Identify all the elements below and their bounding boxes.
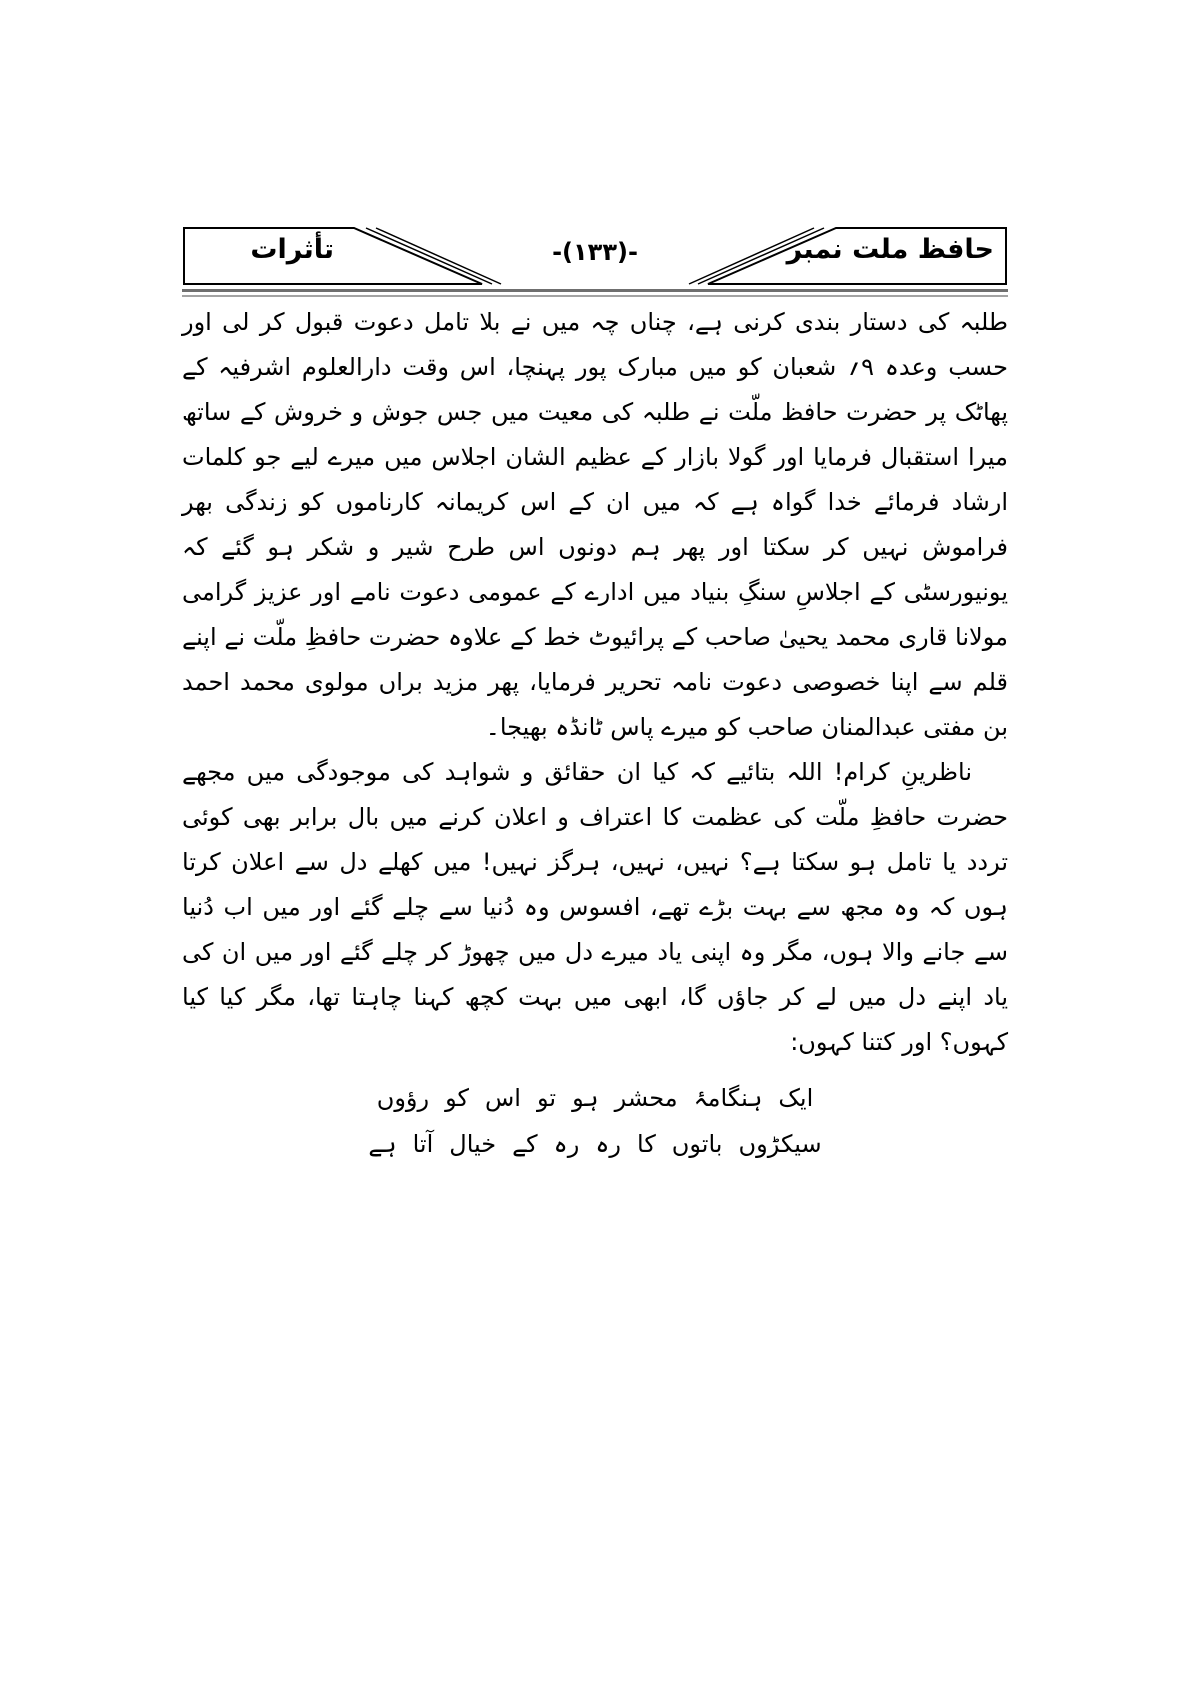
paragraph-2: ناظرینِ کرام! اللہ بتائیے کہ کیا ان حقائق و شواہد کی موجودگی میں مجھے حضرت حافظِ ملّت کی عظمت کا اعتراف و اعلان کرنے میں بال برابر بھی کوئی تردد یا تامل ہو سکتا ہے؟ نہیں، نہیں، ہرگز نہیں! میں کھلے دل سے اعلان کرتا ہوں کہ وہ مجھ سے بہت بڑے تھے، افسوس وہ دُنیا سے چلے گئے اور میں اب دُنیا سے جانے والا ہوں، مگر وہ اپنی یاد میرے دل میں چھوڑ کر چلے گئے اور میں ان کی یاد اپنے دل میں لے کر جاؤں گا، ابھی میں بہت کچھ کہنا چاہتا تھا، مگر کیا کیا کہوں؟ اور کتنا کہوں: [182,758,1008,1056]
header-left-label: تأثرات [250,234,334,265]
header-right-label: حافظ ملت نمبر [786,234,994,265]
header-left-tab [182,226,504,286]
header-left-tab-shape [182,226,504,286]
header-divider-rule [182,289,1008,297]
page-number: -(۱۳۳)- [552,238,638,266]
poetry-line-1: ایک ہنگامۂ محشر ہو تو اس کو رؤوں [376,1084,814,1112]
poetry-line-2: سیکڑوں باتوں کا رہ رہ کے خیال آتا ہے [368,1130,822,1158]
poetry-couplet [182,1075,1008,1167]
paragraph-1: طلبہ کی دستار بندی کرنی ہے، چناں چہ میں نے بلا تامل دعوت قبول کر لی اور حسب وعدہ ۹؍ شعبان کو میں مبارک پور پہنچا، اس وقت دارالعلوم اشرفیہ کے پھاٹک پر حضرت حافظ ملّت نے طلبہ کی معیت میں جس جوش و خروش کے ساتھ میرا استقبال فرمایا اور گولا بازار کے عظیم الشان اجلاس میں میرے لیے جو کلمات ارشاد فرمائے خدا گواہ ہے کہ میں ان کے اس کریمانہ کارناموں کو زندگی بھر فراموش نہیں کر سکتا اور پھر ہم دونوں اس طرح شیر و شکر ہو گئے کہ یونیورسٹی کے اجلاسِ سنگِ بنیاد میں ادارے کے عمومی دعوت نامے اور عزیز گرامی مولانا قاری محمد یحییٰ صاحب کے پرائیوٹ خط کے علاوہ حضرت حافظِ ملّت نے اپنے قلم سے اپنا خصوصی دعوت نامہ تحریر فرمایا، پھر مزید براں مولوی محمد احمد بن مفتی عبدالمنان صاحب کو میرے پاس ٹانڈہ بھیجا۔ [182,308,1009,741]
article-body [182,300,1008,1167]
page-header [182,226,1008,286]
